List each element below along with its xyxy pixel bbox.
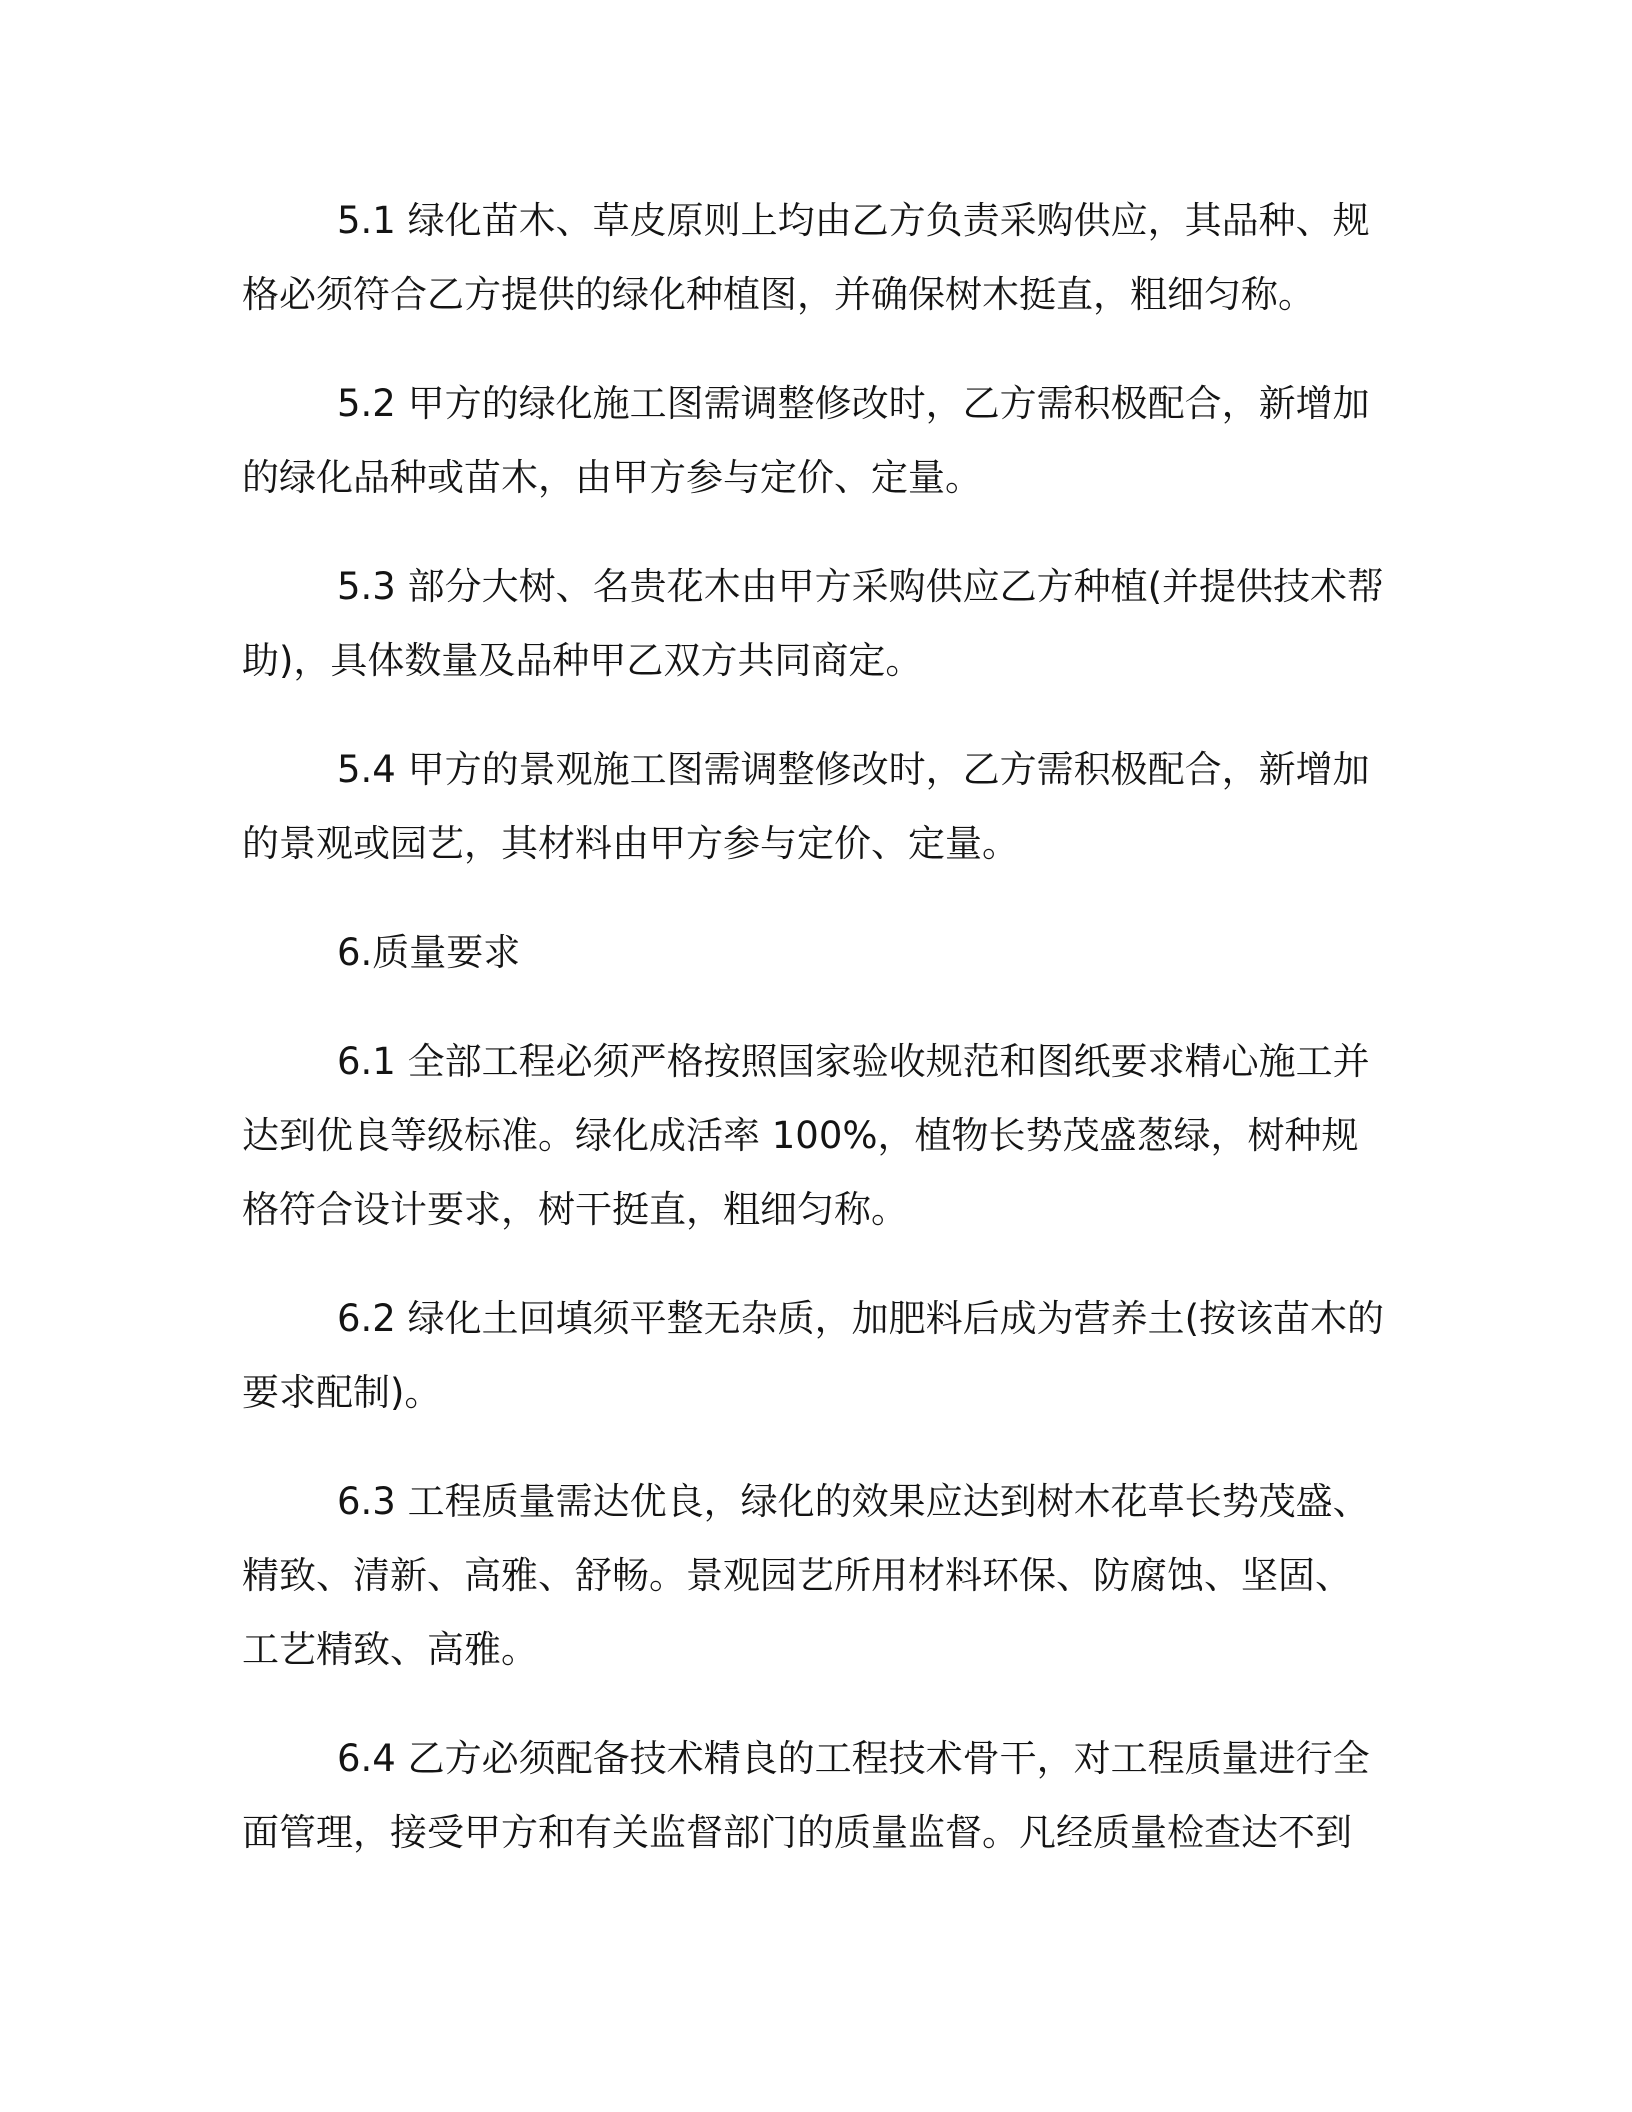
text-line: 要求配制)。	[242, 1371, 442, 1414]
paragraph-6-4	[242, 1722, 1392, 1870]
text-line: 6.2 绿化土回填须平整无杂质，加肥料后成为营养土(按该苗木的	[337, 1297, 1385, 1340]
paragraph-5-1	[242, 184, 1392, 332]
text-line: 面管理，接受甲方和有关监督部门的质量监督。凡经质量检查达不到	[242, 1811, 1352, 1854]
text-line: 助)，具体数量及品种甲乙双方共同商定。	[242, 639, 923, 682]
text-line: 达到优良等级标准。绿化成活率 100%，植物长势茂盛葱绿，树种规	[242, 1114, 1359, 1157]
paragraph-6-3	[242, 1465, 1392, 1687]
paragraph-6-1	[242, 1025, 1392, 1247]
text-line: 6.3 工程质量需达优良，绿化的效果应达到树木花草长势茂盛、	[337, 1480, 1370, 1523]
text-line: 的绿化品种或苗木，由甲方参与定价、定量。	[242, 456, 982, 499]
text-line: 格符合设计要求，树干挺直，粗细匀称。	[242, 1188, 908, 1231]
paragraph-6-2	[242, 1282, 1392, 1430]
text-line: 5.4 甲方的景观施工图需调整修改时，乙方需积极配合，新增加	[337, 748, 1370, 791]
section-heading: 6.质量要求	[337, 931, 521, 974]
text-line: 的景观或园艺，其材料由甲方参与定价、定量。	[242, 822, 1019, 865]
paragraph-5-3	[242, 550, 1392, 698]
text-line: 6.4 乙方必须配备技术精良的工程技术骨干，对工程质量进行全	[337, 1737, 1370, 1780]
document-body	[242, 184, 1392, 1870]
text-line: 5.2 甲方的绿化施工图需调整修改时，乙方需积极配合，新增加	[337, 382, 1370, 425]
text-line: 精致、清新、高雅、舒畅。景观园艺所用材料环保、防腐蚀、坚固、	[242, 1554, 1352, 1597]
text-line: 6.1 全部工程必须严格按照国家验收规范和图纸要求精心施工并	[337, 1040, 1370, 1083]
paragraph-5-2	[242, 367, 1392, 515]
text-line: 5.1 绿化苗木、草皮原则上均由乙方负责采购供应，其品种、规	[337, 199, 1370, 242]
text-line: 格必须符合乙方提供的绿化种植图，并确保树木挺直，粗细匀称。	[242, 273, 1315, 316]
text-line: 5.3 部分大树、名贵花木由甲方采购供应乙方种植(并提供技术帮	[337, 565, 1385, 608]
paragraph-5-4	[242, 733, 1392, 881]
text-line: 工艺精致、高雅。	[242, 1628, 538, 1671]
section-heading-6	[242, 916, 1392, 990]
